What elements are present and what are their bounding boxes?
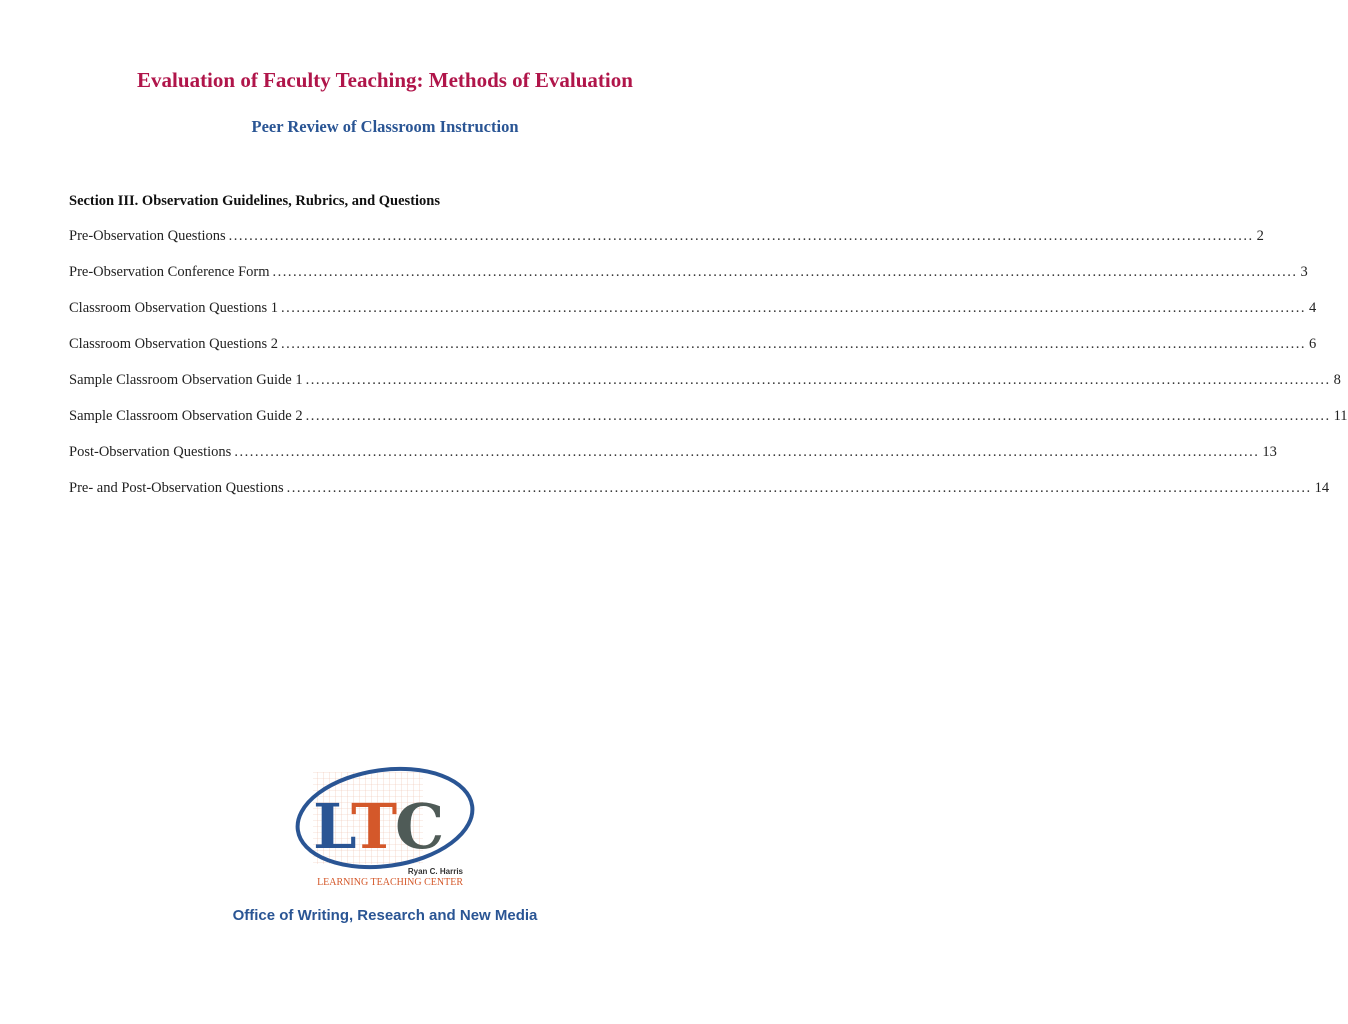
toc-leader-dots: ........................................................................................................................................................................................................ [305, 408, 1331, 424]
toc-entry-label: Pre-Observation Questions [69, 228, 226, 244]
logo-letter-t: T [351, 790, 398, 863]
toc-entry[interactable] [69, 372, 1341, 408]
section-heading: Section III. Observation Guidelines, Rubrics, and Questions [69, 193, 441, 209]
toc-entry-label: Pre-Observation Conference Form [69, 264, 270, 280]
toc-entry-label: Sample Classroom Observation Guide 1 [69, 372, 303, 388]
toc-entry[interactable] [69, 228, 1264, 264]
table-of-contents [69, 228, 1348, 516]
toc-entry-page: 6 [1309, 336, 1317, 352]
toc-entry[interactable] [69, 336, 1317, 372]
logo-letter-c: C [395, 790, 445, 863]
toc-leader-dots: ........................................................................................................................................................................................................ [281, 300, 1307, 316]
toc-entry[interactable] [69, 300, 1317, 336]
toc-entry[interactable] [69, 408, 1348, 444]
logo-letter-l: L [313, 790, 357, 863]
toc-entry[interactable] [69, 264, 1308, 300]
toc-entry-label: Classroom Observation Questions 2 [69, 336, 279, 352]
toc-entry-page: 14 [1314, 480, 1330, 496]
toc-entry-page: 4 [1309, 300, 1317, 316]
toc-leader-dots: ........................................................................................................................................................................................................ [234, 444, 1260, 460]
toc-leader-dots: ........................................................................................................................................................................................................ [228, 228, 1254, 244]
toc-entry[interactable] [69, 480, 1330, 516]
toc-leader-dots: ........................................................................................................................................................................................................ [281, 336, 1307, 352]
toc-leader-dots: ........................................................................................................................................................................................................ [272, 264, 1298, 280]
toc-entry-page: 8 [1333, 372, 1341, 388]
toc-leader-dots: ........................................................................................................................................................................................................ [286, 480, 1312, 496]
toc-leader-dots: ........................................................................................................................................................................................................ [305, 372, 1331, 388]
office-name: Office of Writing, Research and New Media [232, 907, 538, 924]
toc-entry-label: Pre- and Post-Observation Questions [69, 480, 284, 496]
toc-entry-page: 13 [1262, 444, 1277, 460]
toc-entry-page: 3 [1300, 264, 1308, 280]
document-title: Evaluation of Faculty Teaching: Methods of Evaluation [137, 68, 633, 92]
toc-entry[interactable] [69, 444, 1277, 480]
toc-entry-page: 11 [1333, 408, 1348, 424]
toc-entry-page: 2 [1256, 228, 1264, 244]
logo-center-name: LEARNING TEACHING CENTER [317, 877, 463, 888]
toc-entry-label: Post-Observation Questions [69, 444, 232, 460]
document-subtitle: Peer Review of Classroom Instruction [251, 117, 519, 136]
ltc-logo [293, 760, 478, 890]
logo-name: Ryan C. Harris [407, 867, 463, 876]
toc-entry-label: Sample Classroom Observation Guide 2 [69, 408, 303, 424]
toc-entry-label: Classroom Observation Questions 1 [69, 300, 279, 316]
